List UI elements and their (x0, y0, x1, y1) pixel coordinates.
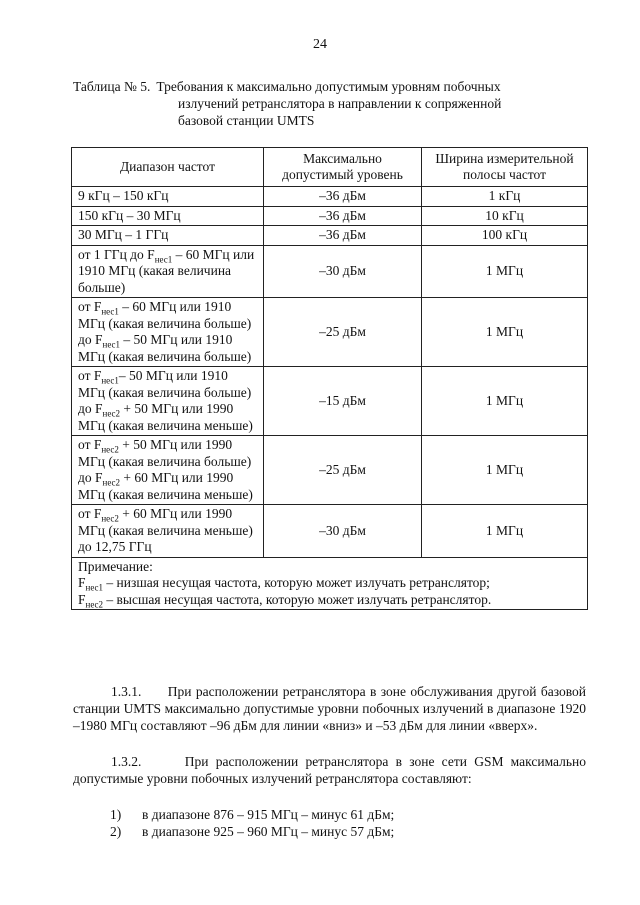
note-f2: $F_{нес2}$ – высшая несущая частота, которую может излучать ретранслятор. (78, 591, 492, 610)
bandwidth-cell: 1 МГц (422, 436, 588, 505)
range-cell: 150 кГц – 30 МГц (72, 206, 264, 226)
header-max-level: Максимально допустимый уровень (264, 148, 422, 187)
range-cell: от 1 ГГц до $F_{нес1} - 60$ МГц или 1910 МГц (какая величина больше) (72, 245, 264, 298)
paragraph-number: 1.3.2. (111, 754, 142, 769)
paragraph-number: 1.3.1. (111, 684, 142, 699)
note-f1: $F_{нес1}$ – низшая несущая частота, которую может излучать ретранслятор; (78, 575, 490, 593)
bandwidth-cell: 1 МГц (422, 367, 588, 436)
paragraph-1-3-2 (73, 753, 586, 787)
table-row (72, 206, 588, 226)
bandwidth-cell: 1 МГц (422, 298, 588, 367)
level-cell: –30 дБм (264, 505, 422, 558)
level-cell: –36 дБм (264, 187, 422, 207)
table-note-row (72, 557, 588, 610)
bandwidth-cell: 1 МГц (422, 245, 588, 298)
table-row (72, 436, 588, 505)
caption-line-2: излучений ретранслятора в направлении к сопряженной (178, 96, 502, 111)
level-cell: –36 дБм (264, 206, 422, 226)
level-cell: –30 дБм (264, 245, 422, 298)
note-title: Примечание: (78, 558, 153, 574)
level-cell: –15 дБм (264, 367, 422, 436)
table-header-row (72, 148, 588, 187)
range-cell: 30 МГц – 1 ГГц (72, 226, 264, 246)
table-note (72, 557, 588, 610)
paragraph-text: При расположении ретранслятора в зоне сети GSM максимально допустимые уровни побочных излучений ретранслятора составляют: (73, 754, 586, 786)
page-number: 24 (313, 37, 327, 52)
header-bandwidth: Ширина измерительной полосы частот (422, 148, 588, 187)
bandwidth-cell: 1 кГц (422, 187, 588, 207)
range-cell: 9 кГц – 150 кГц (72, 187, 264, 207)
range-cell: от $F_{нес1}-$ 50 МГц или 1910 МГц (какая величина больше) до $F_{нес2} + 50$ МГц или 1990 МГц (какая величина меньше) (72, 367, 264, 436)
bandwidth-cell: 100 кГц (422, 226, 588, 246)
list-item: 2) в диапазоне 925 – 960 МГц – минус 57 дБм; (110, 824, 395, 839)
paragraph-1-3-1 (73, 683, 586, 734)
table-label: Таблица № 5. (73, 79, 151, 94)
table-row (72, 367, 588, 436)
table-row (72, 505, 588, 558)
caption-line-1: Требования к максимально допустимым уровням побочных (156, 79, 501, 94)
table-row (72, 298, 588, 367)
range-cell: от $F_{нес2} + 50$ МГц или 1990 МГц (какая величина больше) до $F_{нес2} + 60$ МГц или 1990 МГц (какая величина меньше) (72, 436, 264, 505)
bandwidth-cell: 10 кГц (422, 206, 588, 226)
header-frequency-range: Диапазон частот (72, 148, 264, 187)
table-row (72, 187, 588, 207)
level-cell: –36 дБм (264, 226, 422, 246)
paragraph-text: При расположении ретранслятора в зоне обслуживания другой базовой станции UMTS максимально допустимые уровни побочных излучений в диапазоне 1920 –1980 МГц составляют –96 дБм для линии «вниз» и –53 дБм для линии «вверх». (73, 684, 586, 733)
numbered-list (110, 806, 394, 840)
table-caption (73, 78, 585, 129)
range-cell: от $F_{нес2} + 60$ МГц или 1990 МГц (какая величина меньше) до 12,75 ГГц (72, 505, 264, 558)
level-cell: –25 дБм (264, 436, 422, 505)
range-cell: от $F_{нес1} - 60$ МГц или 1910 МГц (какая величина больше) до $F_{нес1} - 50$ МГц или 1910 МГц (какая величина больше) (72, 298, 264, 367)
table-row (72, 226, 588, 246)
bandwidth-cell: 1 МГц (422, 505, 588, 558)
level-cell: –25 дБм (264, 298, 422, 367)
list-item: 1) в диапазоне 876 – 915 МГц – минус 61 дБм; (110, 807, 395, 822)
caption-line-3: базовой станции UMTS (178, 113, 315, 128)
table-row (72, 245, 588, 298)
requirements-table (71, 147, 588, 610)
